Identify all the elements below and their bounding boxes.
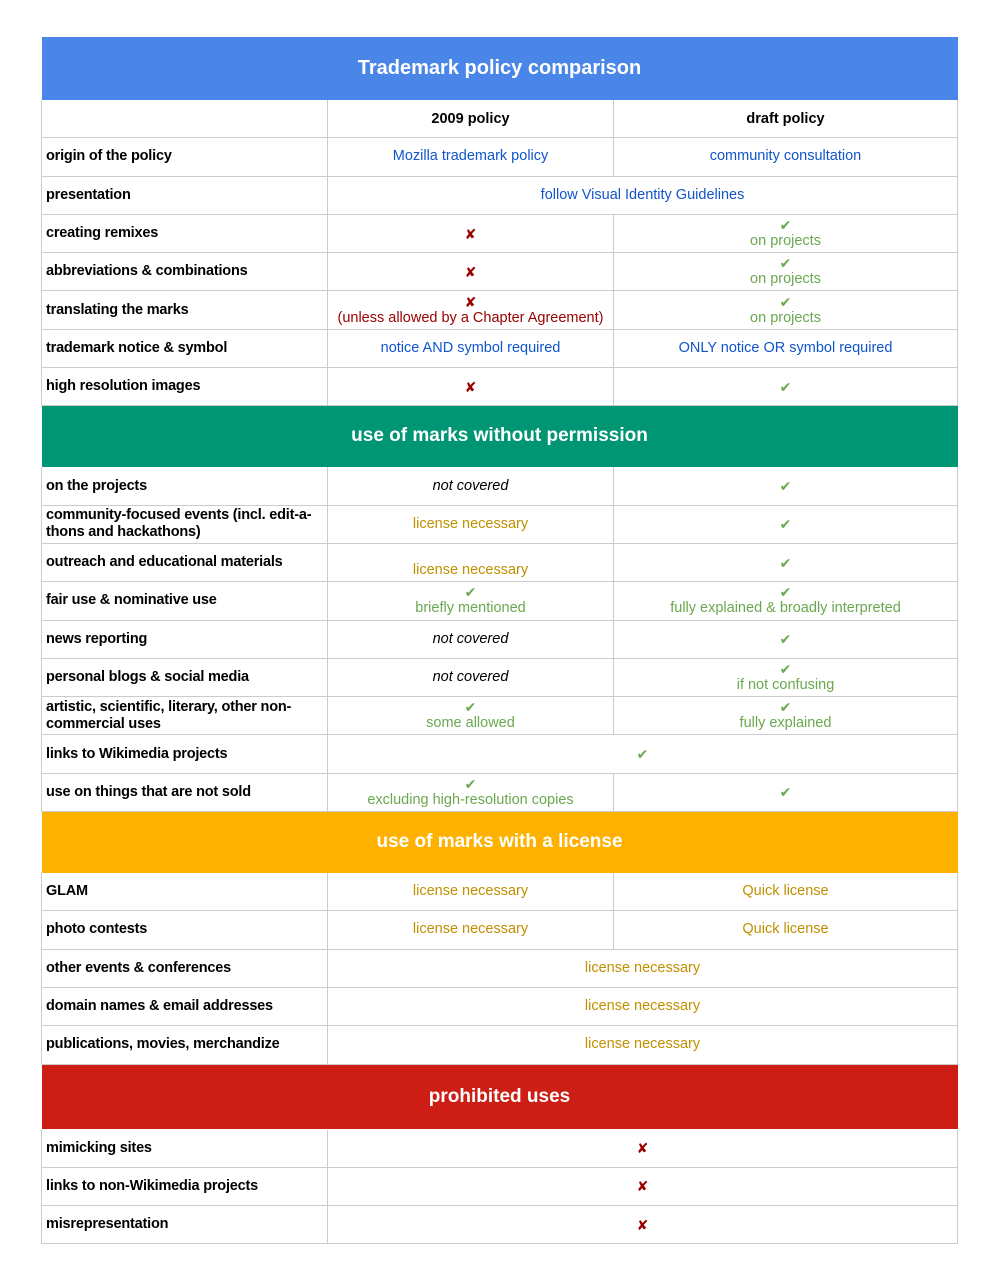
check-icon: ✔ — [464, 775, 477, 792]
comparison-sheet — [41, 36, 957, 1244]
table-row — [42, 658, 958, 696]
cell-draft: Quick license — [614, 911, 958, 949]
row-label: use on things that are not sold — [42, 773, 328, 811]
cell-2009 — [328, 697, 614, 735]
cell-note: on projects — [750, 271, 821, 288]
check-icon: ✔ — [779, 516, 792, 533]
row-label: creating remixes — [42, 214, 328, 252]
table-row — [42, 543, 958, 581]
cell-draft — [614, 291, 958, 329]
cell-note: fully explained — [739, 715, 832, 732]
cell-2009: license necessary — [328, 873, 614, 911]
row-label: origin of the policy — [42, 138, 328, 176]
table-row — [42, 582, 958, 620]
cell-merged — [328, 1206, 958, 1244]
check-icon: ✔ — [779, 378, 792, 395]
row-label: publications, movies, merchandize — [42, 1026, 328, 1064]
cell-note: excluding high-resolution copies — [367, 791, 574, 808]
row-label: links to non-Wikimedia projects — [42, 1167, 328, 1205]
cell-note: some allowed — [426, 715, 515, 732]
table-row — [42, 176, 958, 214]
cell-2009: license necessary — [328, 911, 614, 949]
cell-draft: ONLY notice OR symbol required — [614, 329, 958, 367]
table-row — [42, 329, 958, 367]
cell-draft — [614, 582, 958, 620]
cross-icon: ✘ — [636, 1216, 649, 1233]
check-icon: ✔ — [779, 478, 792, 495]
cell-draft — [614, 368, 958, 406]
row-label: on the projects — [42, 467, 328, 505]
corner-cell — [42, 100, 328, 138]
cell-2009 — [328, 773, 614, 811]
cell-2009 — [328, 368, 614, 406]
table-row — [42, 1206, 958, 1244]
page-title: Trademark policy comparison — [42, 37, 958, 100]
table-row — [42, 291, 958, 329]
row-label: links to Wikimedia projects — [42, 735, 328, 773]
cell-merged: follow Visual Identity Guidelines — [328, 176, 958, 214]
cell-draft — [614, 543, 958, 581]
cell-2009: not covered — [328, 658, 614, 696]
cell-2009: notice AND symbol required — [328, 329, 614, 367]
cell-2009 — [328, 291, 614, 329]
section-band-without-permission — [42, 406, 958, 467]
cell-draft — [614, 773, 958, 811]
row-label: fair use & nominative use — [42, 582, 328, 620]
cell-draft — [614, 253, 958, 291]
cell-draft — [614, 658, 958, 696]
cell-draft: community consultation — [614, 138, 958, 176]
cell-draft — [614, 620, 958, 658]
check-icon: ✔ — [464, 584, 477, 601]
cell-note: (unless allowed by a Chapter Agreement) — [337, 309, 604, 326]
cell-draft — [614, 505, 958, 543]
cell-draft — [614, 697, 958, 735]
cell-note: on projects — [750, 233, 821, 250]
comparison-table — [41, 36, 958, 1244]
table-row — [42, 773, 958, 811]
check-icon: ✔ — [779, 255, 792, 272]
check-icon: ✔ — [464, 699, 477, 716]
table-row — [42, 1129, 958, 1167]
row-label: translating the marks — [42, 291, 328, 329]
row-label: abbreviations & combinations — [42, 253, 328, 291]
cell-2009 — [328, 582, 614, 620]
row-label: artistic, scientific, literary, other non-commercial uses — [42, 697, 328, 735]
table-row — [42, 1026, 958, 1064]
section-heading: prohibited uses — [42, 1064, 958, 1129]
cell-2009 — [328, 214, 614, 252]
col-header-2009: 2009 policy — [328, 100, 614, 138]
cell-2009: not covered — [328, 620, 614, 658]
check-icon: ✔ — [779, 217, 792, 234]
cell-draft: Quick license — [614, 873, 958, 911]
check-icon: ✔ — [779, 584, 792, 601]
row-label: domain names & email addresses — [42, 987, 328, 1025]
cell-draft — [614, 467, 958, 505]
check-icon: ✔ — [779, 631, 792, 648]
row-label: mimicking sites — [42, 1129, 328, 1167]
cell-2009: license necessary — [328, 505, 614, 543]
check-icon: ✔ — [779, 699, 792, 716]
check-icon: ✔ — [779, 661, 792, 677]
table-row — [42, 505, 958, 543]
col-header-draft: draft policy — [614, 100, 958, 138]
row-label: GLAM — [42, 873, 328, 911]
table-row — [42, 987, 958, 1025]
cell-2009: not covered — [328, 467, 614, 505]
cell-merged — [328, 1129, 958, 1167]
row-label: other events & conferences — [42, 949, 328, 987]
cell-draft — [614, 214, 958, 252]
cell-merged: license necessary — [328, 949, 958, 987]
check-icon: ✔ — [779, 784, 792, 801]
row-label: outreach and educational materials — [42, 543, 328, 581]
table-row — [42, 467, 958, 505]
check-icon: ✔ — [779, 293, 792, 310]
row-label: community-focused events (incl. edit-a-thons and hackathons) — [42, 505, 328, 543]
cross-icon: ✘ — [636, 1178, 649, 1195]
section-band-prohibited — [42, 1064, 958, 1129]
table-row — [42, 697, 958, 735]
cross-icon: ✘ — [464, 225, 477, 242]
title-band — [42, 37, 958, 100]
row-label: trademark notice & symbol — [42, 329, 328, 367]
cell-merged: license necessary — [328, 1026, 958, 1064]
table-row — [42, 253, 958, 291]
check-icon: ✔ — [779, 554, 792, 571]
table-row — [42, 911, 958, 949]
cell-2009: license necessary — [328, 543, 614, 581]
table-row — [42, 1167, 958, 1205]
table-row — [42, 735, 958, 773]
cell-note: fully explained & broadly interpreted — [670, 600, 901, 617]
row-label: presentation — [42, 176, 328, 214]
cross-icon: ✘ — [464, 378, 477, 395]
row-label: photo contests — [42, 911, 328, 949]
cross-icon: ✘ — [636, 1140, 649, 1157]
row-label: personal blogs & social media — [42, 658, 328, 696]
cell-merged — [328, 735, 958, 773]
table-row — [42, 949, 958, 987]
cell-note: briefly mentioned — [415, 600, 526, 617]
table-row — [42, 620, 958, 658]
row-label: misrepresentation — [42, 1206, 328, 1244]
cell-merged — [328, 1167, 958, 1205]
section-heading: use of marks without permission — [42, 406, 958, 467]
cell-note: on projects — [750, 309, 821, 326]
section-heading: use of marks with a license — [42, 812, 958, 873]
cross-icon: ✘ — [464, 293, 477, 310]
check-icon: ✔ — [636, 746, 649, 763]
cell-2009: Mozilla trademark policy — [328, 138, 614, 176]
cross-icon: ✘ — [464, 263, 477, 280]
cell-merged: license necessary — [328, 987, 958, 1025]
table-row — [42, 368, 958, 406]
section-band-with-license — [42, 812, 958, 873]
row-label: news reporting — [42, 620, 328, 658]
column-header-row — [42, 100, 958, 138]
row-label: high resolution images — [42, 368, 328, 406]
table-row — [42, 138, 958, 176]
table-row — [42, 214, 958, 252]
cell-note: if not confusing — [736, 677, 835, 693]
table-row — [42, 873, 958, 911]
cell-2009 — [328, 253, 614, 291]
